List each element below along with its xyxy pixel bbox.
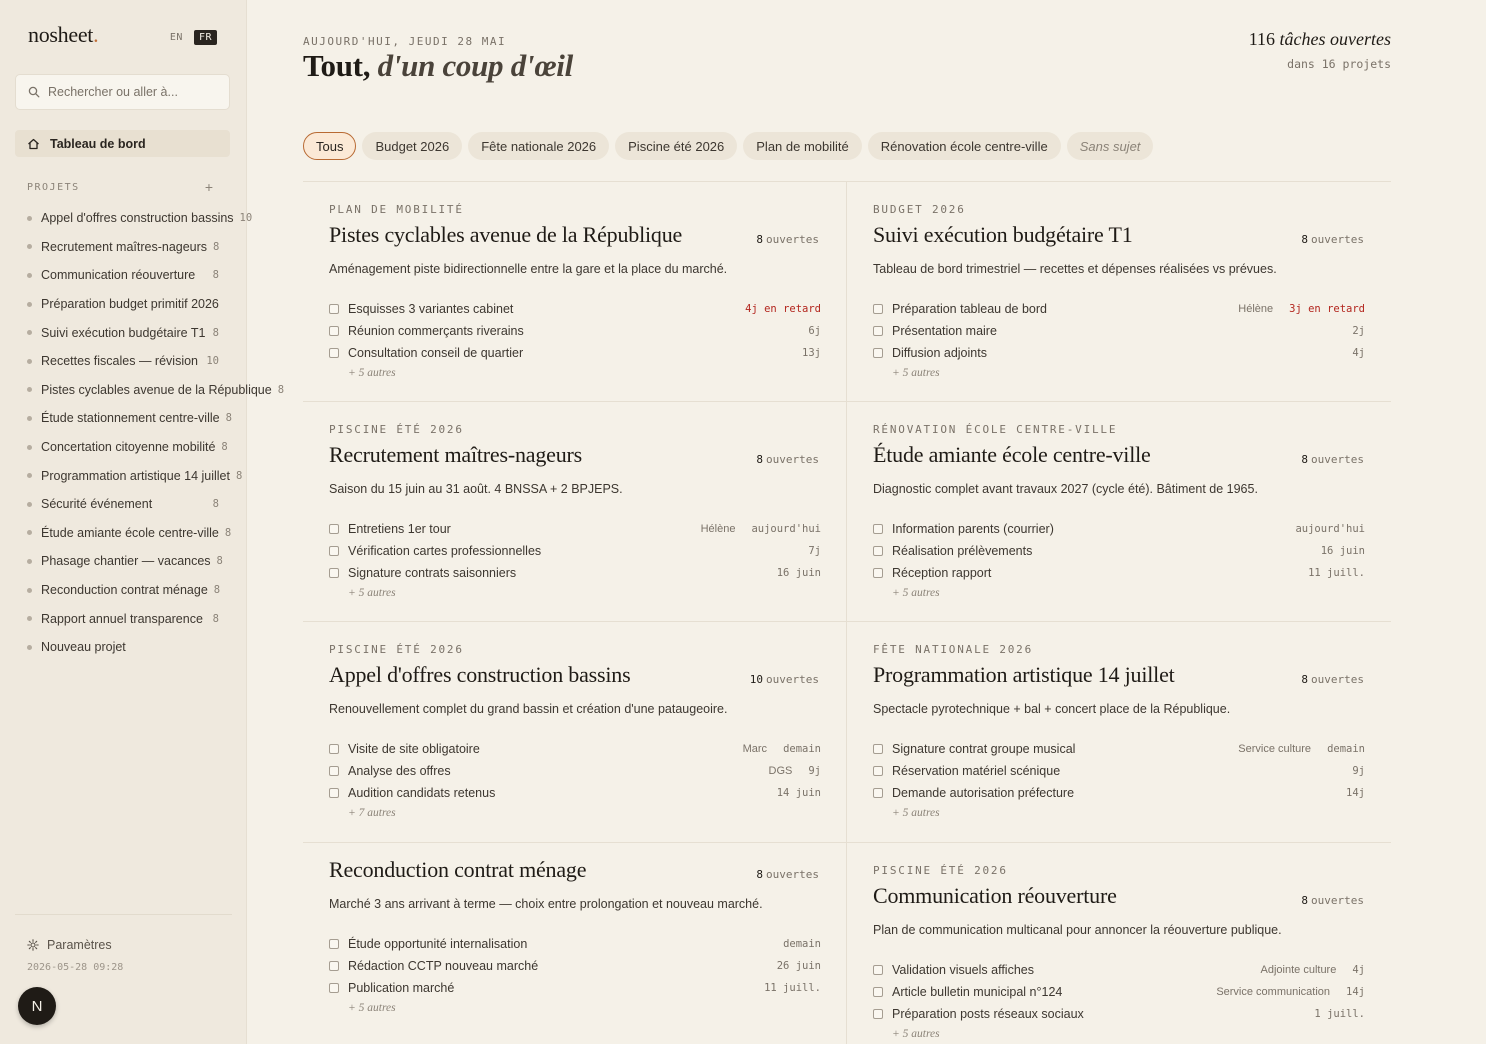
card-title[interactable]: Appel d'offres construction bassins	[329, 662, 631, 687]
sidebar-project-count: 8	[225, 412, 232, 425]
more-tasks-link[interactable]: + 7 autres	[348, 807, 396, 819]
card-project-label: PISCINE ÉTÉ 2026	[873, 864, 1008, 877]
task-row	[329, 760, 821, 782]
task-list	[329, 738, 821, 822]
sidebar-project-count: 8	[212, 269, 219, 282]
card-title[interactable]: Étude amiante école centre-ville	[873, 442, 1151, 467]
nav-dashboard[interactable]	[15, 130, 230, 157]
project-bullet	[27, 530, 32, 535]
sidebar-project-item[interactable]	[27, 576, 219, 605]
task-owner: Service culture	[1238, 743, 1312, 755]
task-row	[873, 738, 1365, 760]
card-description: Tableau de bord trimestriel — recettes et dépenses réalisées vs prévues.	[873, 262, 1277, 276]
project-bullet	[27, 302, 32, 307]
card-open-count: 8 ouvertes	[1301, 673, 1364, 686]
task-name[interactable]: Publication marché	[348, 981, 455, 995]
task-row	[873, 518, 1365, 540]
search-icon	[28, 86, 40, 98]
card-open-count: 8 ouvertes	[756, 233, 819, 246]
task-checkbox[interactable]	[329, 766, 339, 776]
task-checkbox[interactable]	[329, 326, 339, 336]
task-checkbox[interactable]	[329, 546, 339, 556]
open-tasks-count: 116	[1248, 29, 1276, 49]
task-name[interactable]: Réservation matériel scénique	[892, 764, 1061, 778]
task-checkbox[interactable]	[873, 304, 883, 314]
sidebar	[0, 0, 285, 1044]
project-bullet	[27, 216, 32, 221]
filter-chip[interactable]: Piscine été 2026	[615, 132, 737, 160]
sidebar-project-item[interactable]	[27, 347, 219, 376]
task-checkbox[interactable]	[873, 524, 883, 534]
sidebar-project-count: 8	[212, 498, 219, 511]
task-due: 9j	[1352, 765, 1365, 777]
sidebar-project-name: Communication réouverture	[41, 268, 196, 283]
task-due: 11 juill.	[764, 982, 821, 994]
project-card[interactable]	[303, 843, 847, 1044]
sidebar-project-name: Préparation budget primitif 2026	[41, 297, 219, 312]
card-project-label: PISCINE ÉTÉ 2026	[329, 643, 464, 656]
task-due: 16 juin	[1320, 545, 1365, 557]
sidebar-project-item[interactable]	[27, 204, 253, 233]
task-name[interactable]: Signature contrat groupe musical	[892, 742, 1076, 756]
sidebar-project-name: Recrutement maîtres-nageurs	[41, 239, 208, 254]
app-logo[interactable]: nosheet.	[28, 22, 99, 47]
sidebar-project-name: Appel d'offres construction bassins	[41, 211, 234, 226]
card-open-count: 8 ouvertes	[1301, 453, 1364, 466]
project-bullet	[27, 616, 32, 621]
task-name[interactable]: Demande autorisation préfecture	[892, 786, 1075, 800]
project-bullet	[27, 359, 32, 364]
task-name[interactable]: Diffusion adjoints	[892, 346, 987, 360]
sidebar-project-item[interactable]	[27, 376, 285, 405]
task-list	[329, 518, 821, 602]
task-row	[873, 540, 1365, 562]
task-checkbox[interactable]	[873, 568, 883, 578]
project-bullet	[27, 588, 32, 593]
projects-count: dans 16 projets	[1287, 57, 1391, 71]
card-title[interactable]: Recrutement maîtres-nageurs	[329, 442, 582, 467]
task-checkbox[interactable]	[329, 524, 339, 534]
project-card[interactable]	[303, 402, 847, 622]
sidebar-project-item[interactable]	[27, 261, 219, 290]
sidebar-project-item[interactable]	[27, 290, 219, 319]
more-tasks-link[interactable]: + 5 autres	[892, 1028, 940, 1040]
task-list	[873, 738, 1365, 822]
task-name[interactable]: Validation visuels affiches	[892, 963, 1034, 977]
task-due: demain	[783, 938, 821, 950]
project-card[interactable]	[847, 843, 1391, 1044]
task-due: 4j en retard	[745, 303, 821, 315]
sidebar-project-count: 8	[213, 240, 220, 253]
task-due: 16 juin	[776, 567, 821, 579]
task-due: demain	[1327, 743, 1365, 755]
sidebar-project-item[interactable]	[27, 318, 219, 347]
sidebar-project-name: Nouveau projet	[41, 640, 126, 655]
card-description: Aménagement piste bidirectionnelle entre la gare et la place du marché.	[329, 262, 728, 276]
sidebar-project-name: Rapport annuel transparence	[41, 611, 203, 626]
task-name[interactable]: Réception rapport	[892, 566, 992, 580]
lang-fr-button[interactable]: FR	[194, 30, 217, 45]
task-owner: Hélène	[700, 523, 736, 535]
task-due: 7j	[808, 545, 821, 557]
task-row	[329, 738, 821, 760]
task-checkbox[interactable]	[329, 304, 339, 314]
task-row	[873, 562, 1365, 584]
project-bullet	[27, 244, 32, 249]
project-card[interactable]	[303, 622, 847, 843]
task-due: 1 juill.	[1314, 1008, 1365, 1020]
sidebar-project-item[interactable]	[27, 547, 223, 576]
task-checkbox[interactable]	[329, 568, 339, 578]
task-row	[329, 933, 821, 955]
more-tasks-link[interactable]: + 5 autres	[892, 367, 940, 379]
task-due: 2j	[1352, 325, 1365, 337]
timestamp: 2026-05-28 09:28	[27, 962, 124, 973]
task-due: aujourd'hui	[751, 523, 821, 535]
task-checkbox[interactable]	[329, 348, 339, 358]
card-project-label: PISCINE ÉTÉ 2026	[329, 423, 464, 436]
sidebar-project-count: 8	[221, 441, 228, 454]
sidebar-project-item[interactable]	[27, 233, 219, 262]
sidebar-project-count: 10	[239, 212, 253, 225]
task-checkbox[interactable]	[873, 326, 883, 336]
sidebar-project-item[interactable]	[27, 604, 219, 633]
task-due: 26 juin	[776, 960, 821, 972]
task-row	[329, 518, 821, 540]
task-row	[873, 782, 1365, 804]
task-list	[329, 298, 821, 382]
filter-chip[interactable]: Fête nationale 2026	[468, 132, 609, 160]
avatar[interactable]: N	[18, 987, 56, 1025]
task-name[interactable]: Article bulletin municipal n°124	[892, 985, 1063, 999]
task-list	[873, 518, 1365, 602]
task-due: 4j	[1352, 347, 1365, 359]
card-description: Renouvellement complet du grand bassin et création d'une pataugeoire.	[329, 702, 728, 716]
task-name[interactable]: Rédaction CCTP nouveau marché	[348, 959, 539, 973]
sidebar-project-count: 8	[224, 526, 232, 539]
sidebar-project-name: Sécurité événement	[41, 497, 153, 512]
task-row	[873, 342, 1365, 364]
sidebar-project-item[interactable]	[27, 433, 228, 462]
sidebar-project-count: 8	[277, 383, 285, 396]
sidebar-project-count: 10	[206, 355, 219, 368]
sidebar-project-name: Concertation citoyenne mobilité	[41, 440, 216, 455]
task-checkbox[interactable]	[873, 788, 883, 798]
card-title[interactable]: Suivi exécution budgétaire T1	[873, 222, 1133, 247]
card-open-count: 8 ouvertes	[1301, 894, 1364, 907]
filter-chip[interactable]: Sans sujet	[1067, 132, 1154, 160]
settings-link[interactable]	[27, 938, 112, 952]
more-tasks-link[interactable]: + 5 autres	[348, 367, 396, 379]
search-box[interactable]	[15, 74, 230, 110]
task-row	[329, 977, 821, 999]
task-due: 13j	[802, 347, 821, 359]
sidebar-project-name: Phasage chantier — vacances	[41, 554, 211, 569]
task-name[interactable]: Étude opportunité internalisation	[348, 937, 528, 951]
project-card[interactable]	[847, 622, 1391, 843]
task-name[interactable]: Réalisation prélèvements	[892, 544, 1033, 558]
project-bullet	[27, 445, 32, 450]
sidebar-project-count: 8	[213, 584, 221, 597]
card-description: Saison du 15 juin au 31 août. 4 BNSSA + 2 BPJEPS.	[329, 482, 623, 496]
card-title[interactable]: Communication réouverture	[873, 883, 1117, 908]
card-project-label: PLAN DE MOBILITÉ	[329, 203, 464, 216]
task-due: aujourd'hui	[1295, 523, 1365, 535]
task-row	[329, 540, 821, 562]
task-checkbox[interactable]	[329, 983, 339, 993]
add-project-button[interactable]: +	[204, 179, 213, 195]
sidebar-project-item[interactable]	[27, 404, 232, 433]
task-owner: Marc	[742, 743, 768, 755]
project-bullet	[27, 559, 32, 564]
task-owner: DGS	[768, 765, 793, 777]
sidebar-project-count: 8	[216, 555, 223, 568]
project-bullet	[27, 645, 32, 650]
task-owner: Hélène	[1238, 303, 1274, 315]
task-name[interactable]: Signature contrats saisonniers	[348, 566, 517, 580]
task-name[interactable]: Présentation maire	[892, 324, 997, 338]
sidebar-divider	[15, 914, 232, 915]
task-due: 14j	[1346, 787, 1365, 799]
task-row	[329, 298, 821, 320]
task-checkbox[interactable]	[873, 348, 883, 358]
task-checkbox[interactable]	[873, 766, 883, 776]
sidebar-project-item[interactable]	[27, 633, 219, 662]
task-row	[329, 782, 821, 804]
more-tasks-link[interactable]: + 5 autres	[348, 1002, 396, 1014]
sidebar-project-item[interactable]	[27, 490, 219, 519]
task-due: 3j en retard	[1289, 303, 1365, 315]
card-open-count: 10 ouvertes	[749, 673, 819, 686]
card-open-count: 8 ouvertes	[756, 868, 819, 881]
open-tasks-summary	[1249, 29, 1391, 71]
task-name[interactable]: Préparation tableau de bord	[892, 302, 1047, 316]
task-checkbox[interactable]	[873, 744, 883, 754]
sidebar-project-name: Programmation artistique 14 juillet	[41, 468, 230, 483]
open-tasks-label: tâches ouvertes	[1279, 29, 1391, 49]
filter-chip[interactable]: Tous	[303, 132, 356, 160]
filter-chip[interactable]: Budget 2026	[362, 132, 462, 160]
card-title[interactable]: Programmation artistique 14 juillet	[873, 662, 1175, 687]
task-owner: Adjointe culture	[1260, 964, 1337, 976]
task-due: 4j	[1352, 964, 1365, 976]
page-title: Tout, d'un coup d'œil	[303, 48, 573, 83]
project-card[interactable]	[847, 182, 1391, 402]
task-owner: Service communication	[1216, 986, 1331, 998]
sidebar-project-count: 8	[235, 469, 243, 482]
task-due: 9j	[808, 765, 821, 777]
projects-header	[27, 180, 213, 194]
card-open-count: 8 ouvertes	[756, 453, 819, 466]
task-name[interactable]: Entretiens 1er tour	[348, 522, 451, 536]
sidebar-project-name: Suivi exécution budgétaire T1	[41, 325, 206, 340]
task-row	[873, 298, 1365, 320]
task-name[interactable]: Visite de site obligatoire	[348, 742, 480, 756]
task-name[interactable]: Audition candidats retenus	[348, 786, 496, 800]
task-name[interactable]: Consultation conseil de quartier	[348, 346, 524, 360]
task-due: 6j	[808, 325, 821, 337]
sidebar-project-count: 8	[212, 326, 219, 339]
project-bullet	[27, 473, 32, 478]
filter-chip[interactable]: Plan de mobilité	[743, 132, 862, 160]
task-list	[873, 959, 1365, 1043]
card-title[interactable]: Reconduction contrat ménage	[329, 857, 587, 882]
task-row	[873, 1003, 1365, 1025]
task-checkbox[interactable]	[329, 744, 339, 754]
language-switcher	[165, 30, 217, 45]
task-row	[873, 981, 1365, 1003]
lang-en-button[interactable]: EN	[169, 32, 183, 43]
task-row	[329, 320, 821, 342]
task-checkbox[interactable]	[873, 1009, 883, 1019]
task-checkbox[interactable]	[873, 965, 883, 975]
project-card[interactable]	[847, 402, 1391, 622]
more-tasks-link[interactable]: + 5 autres	[892, 587, 940, 599]
card-project-label: RÉNOVATION ÉCOLE CENTRE-VILLE	[873, 423, 1118, 436]
card-description: Diagnostic complet avant travaux 2027 (cycle été). Bâtiment de 1965.	[873, 482, 1258, 496]
sidebar-project-name: Étude amiante école centre-ville	[41, 525, 219, 540]
task-row	[873, 320, 1365, 342]
task-due: demain	[783, 743, 821, 755]
task-name[interactable]: Vérification cartes professionnelles	[348, 544, 542, 558]
project-list	[27, 204, 285, 662]
task-list	[329, 933, 821, 1017]
project-card[interactable]	[303, 182, 847, 402]
task-checkbox[interactable]	[873, 546, 883, 556]
filter-bar	[303, 132, 1153, 160]
projects-label: PROJETS	[27, 181, 80, 193]
settings-label: Paramètres	[47, 938, 112, 952]
project-bullet	[27, 502, 32, 507]
card-project-label: FÊTE NATIONALE 2026	[873, 643, 1034, 656]
sidebar-project-item[interactable]	[27, 519, 232, 548]
task-name[interactable]: Préparation posts réseaux sociaux	[892, 1007, 1084, 1021]
sidebar-project-name: Étude stationnement centre-ville	[41, 411, 220, 426]
project-bullet	[27, 273, 32, 278]
sidebar-project-name: Reconduction contrat ménage	[41, 583, 208, 598]
card-description: Marché 3 ans arrivant à terme — choix entre prolongation et nouveau marché.	[329, 897, 763, 911]
task-name[interactable]: Esquisses 3 variantes cabinet	[348, 302, 514, 316]
card-project-label: BUDGET 2026	[873, 203, 966, 216]
card-description: Plan de communication multicanal pour annoncer la réouverture publique.	[873, 923, 1282, 937]
task-list	[873, 298, 1365, 382]
project-bullet	[27, 387, 32, 392]
task-checkbox[interactable]	[329, 788, 339, 798]
task-row	[329, 955, 821, 977]
task-name[interactable]: Réunion commerçants riverains	[348, 324, 524, 338]
filter-chip[interactable]: Rénovation école centre-ville	[868, 132, 1061, 160]
card-description: Spectacle pyrotechnique + bal + concert place de la République.	[873, 702, 1231, 716]
task-checkbox[interactable]	[329, 961, 339, 971]
project-bullet	[27, 330, 32, 335]
project-bullet	[27, 416, 32, 421]
sidebar-project-name: Recettes fiscales — révision	[41, 354, 199, 369]
task-name[interactable]: Analyse des offres	[348, 764, 451, 778]
gear-icon	[27, 939, 39, 951]
task-row	[873, 959, 1365, 981]
task-due: 14j	[1346, 986, 1365, 998]
card-open-count: 8 ouvertes	[1301, 233, 1364, 246]
search-input[interactable]	[48, 85, 218, 99]
sidebar-project-count: 8	[212, 612, 219, 625]
task-row	[329, 562, 821, 584]
task-row	[329, 342, 821, 364]
more-tasks-link[interactable]: + 5 autres	[892, 807, 940, 819]
task-checkbox[interactable]	[873, 987, 883, 997]
task-due: 11 juill.	[1308, 567, 1365, 579]
home-icon	[27, 138, 40, 150]
sidebar-project-name: Pistes cyclables avenue de la République	[41, 382, 272, 397]
date-line: AUJOURD'HUI, JEUDI 28 MAI	[303, 35, 507, 48]
task-checkbox[interactable]	[329, 939, 339, 949]
more-tasks-link[interactable]: + 5 autres	[348, 587, 396, 599]
nav-dashboard-label: Tableau de bord	[50, 136, 146, 151]
task-name[interactable]: Information parents (courrier)	[892, 522, 1054, 536]
sidebar-project-item[interactable]	[27, 461, 243, 490]
task-due: 14 juin	[776, 787, 821, 799]
card-title[interactable]: Pistes cyclables avenue de la République	[329, 222, 683, 247]
task-row	[873, 760, 1365, 782]
